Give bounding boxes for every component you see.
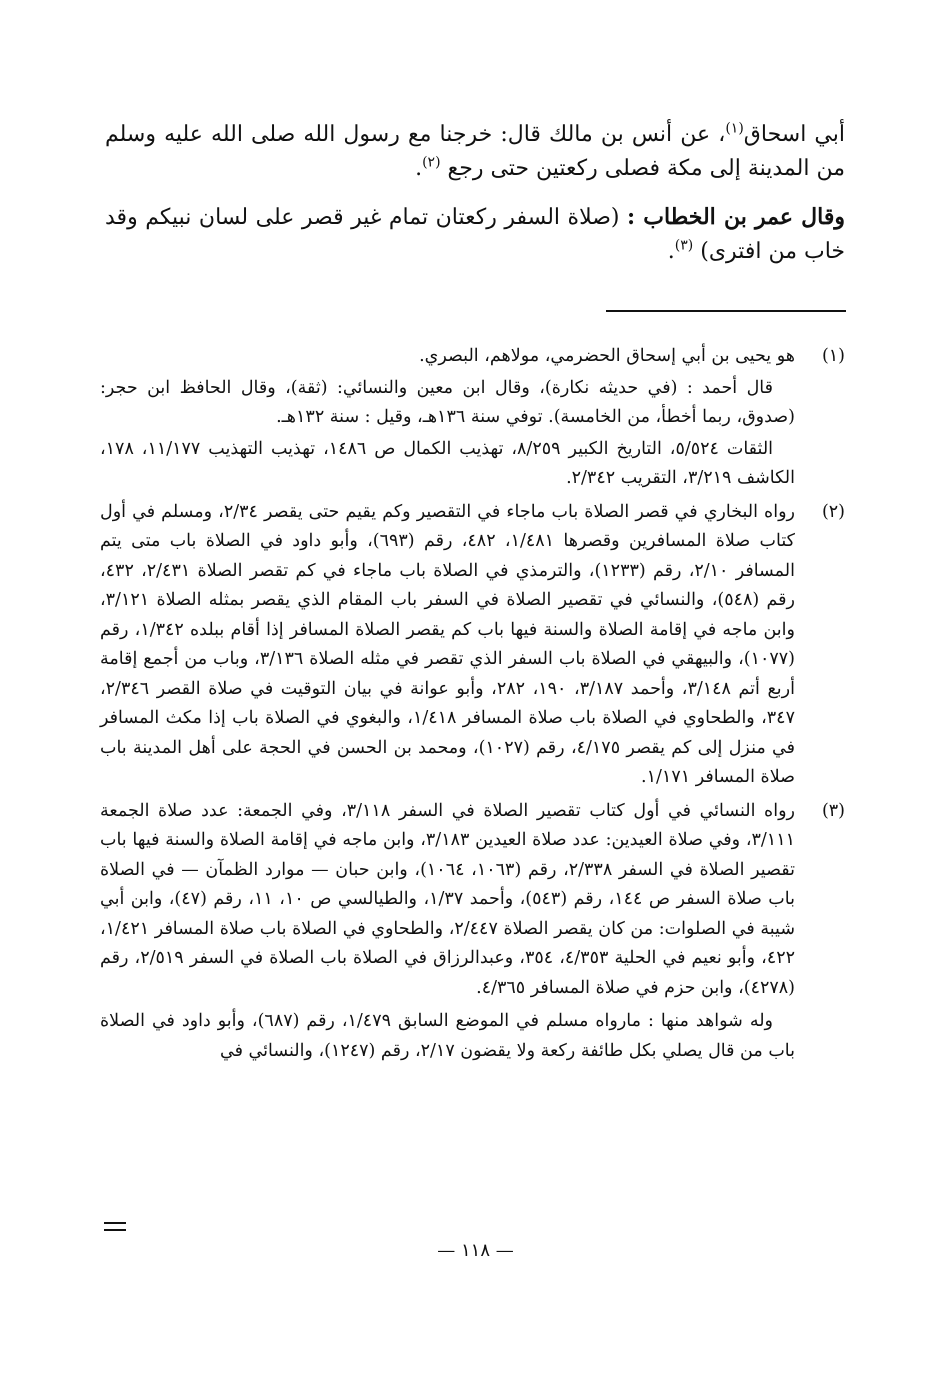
- main-text-segment: .: [667, 239, 675, 264]
- footnote-ref-1[interactable]: (١): [725, 120, 744, 137]
- footnote-number: (١): [821, 346, 845, 366]
- footnote-body: [100, 797, 795, 1006]
- footnote-paragraph: قال أحمد : (في حديثه نكارة)، وقال ابن معين والنسائي: (ثقة)، وقال الحافظ ابن حجر: (صدوق، ربما أخطأ، من الخامسة). توفي سنة ١٣٦هـ، وقيل : سنة ١٣٢هـ.: [100, 377, 795, 427]
- quote-text: (صلاة السفر ركعتان تمام غير قصر على لسان نبيكم وقد خاب من افترى): [105, 205, 845, 264]
- footnote-2: [100, 498, 845, 795]
- footnote-separator: [606, 310, 846, 312]
- main-text-segment: أبي اسحاق: [743, 122, 845, 147]
- main-text-segment: ، عن أنس بن مالك قال: خرجنا مع رسول الله صلى الله عليه وسلم من المدينة إلى مكة فصلى ركعتين حتى رجع: [105, 122, 845, 181]
- footnotes: [100, 342, 845, 1066]
- footnote-ref-2[interactable]: (٢): [422, 154, 441, 171]
- footnote-ref-3[interactable]: (٣): [674, 237, 694, 254]
- main-paragraph-1: [105, 118, 845, 186]
- continuation-mark: [104, 1222, 126, 1231]
- main-text: [105, 118, 845, 283]
- footnote-paragraph: رواه النسائي في أول كتاب تقصير الصلاة في السفر ٣/١١٨، وفي الجمعة: عدد صلاة الجمعة ٣/١١١، وفي صلاة العيدين: عدد صلاة العيدين ٣/١٨٣، وابن ماجه في إقامة الصلاة والسنة فيها باب تقصير الصلاة في السفر ٢/٣٣٨، رقم (١٠٦٣، ١٠٦٤)، وابن حبان — موارد الظمآن — في الصلاة باب صلاة السفر ص ١٤٤، رقم (٥٤٣)، وأحمد ١/٣٧، والطيالسي ص ١٠، ١١، رقم (٤٧)، وابن أبي شيبة في الصلوات: من كان يقصر الصلاة ٢/٤٤٧، والطحاوي في الصلاة باب صلاة المسافر ١/٤٢١، ٤٢٢، وأبو نعيم في الحلية ٤/٣٥٣، ٣٥٤، وعبدالرزاق في الصلاة باب الصلاة في السفر ٢/٥١٩، رقم (٤٢٧٨)، وابن حزم في صلاة المسافر ٤/٣٦٥.: [100, 800, 796, 998]
- footnote-3: [100, 797, 845, 1006]
- footnote-paragraph: الثقات ٥/٥٢٤، التاريخ الكبير ٨/٢٥٩، تهذيب الكمال ص ١٤٨٦، تهذيب التهذيب ١١/١٧٧، ١٧٨، الكاشف ٣/٢١٩، التقريب ٢/٣٤٢.: [100, 438, 795, 488]
- footnote-1: [100, 342, 845, 496]
- main-paragraph-2: [105, 200, 845, 269]
- footnote-number: (٢): [821, 501, 845, 522]
- footnote-body: [100, 498, 795, 795]
- footnote-number: (٣): [821, 800, 845, 821]
- footnote-continuation: وله شواهد منها : مارواه مسلم في الموضع السابق ١/٤٧٩، رقم (٦٨٧)، وأبو داود في الصلاة باب من قال يصلي بكل طائفة ركعة ولا يقضون ٢/١٧، رقم (١٢٤٧)، والنسائي في: [100, 1011, 795, 1061]
- main-text-segment: .: [415, 156, 423, 181]
- page-number: — ١١٨ —: [437, 1240, 514, 1261]
- footnote-paragraph: هو يحيى بن أبي إسحاق الحضرمي، مولاهم، البصري.: [419, 346, 795, 366]
- footnote-body: [100, 342, 795, 496]
- speaker-name: وقال عمر بن الخطاب :: [627, 204, 846, 230]
- footnote-paragraph: رواه البخاري في قصر الصلاة باب ماجاء في التقصير وكم يقيم حتى يقصر ٢/٣٤، ومسلم في أول كتاب صلاة المسافرين وقصرها ١/٤٨١، ٤٨٢، رقم (٦٩٣)، وأبو داود في الصلاة باب متى يتم المسافر ٢/١٠، رقم (١٢٣٣)، والترمذي في الصلاة باب ماجاء في كم تقصر الصلاة ٢/٤٣١، ٤٣٢، رقم (٥٤٨)، والنسائي في تقصير الصلاة في السفر باب المقام الذي يقصر بمثله الصلاة ٣/١٢١، وابن ماجه في إقامة الصلاة والسنة فيها باب كم يقصر الصلاة المسافر إذا أقام ببلده ١/٣٤٢، رقم (١٠٧٧)، والبيهقي في الصلاة باب السفر الذي تقصر في مثله الصلاة ٣/١٣٦، وباب من أجمع إقامة أربع أتم ٣/١٤٨، وأحمد ٣/١٨٧، ١٩٠، ٢٨٢، وأبو عوانة في بيان التوقيت في صلاة القصر ٢/٣٤٦، ٣٤٧، والطحاوي في الصلاة باب صلاة المسافر ١/٤١٨، والبغوي في الصلاة باب إذا مكث المسافر في منزل إلى كم يقصر ٤/١٧٥، رقم (١٠٢٧)، ومحمد بن الحسن في الحجة على أهل المدينة باب صلاة المسافر ١/١٧١.: [100, 501, 796, 787]
